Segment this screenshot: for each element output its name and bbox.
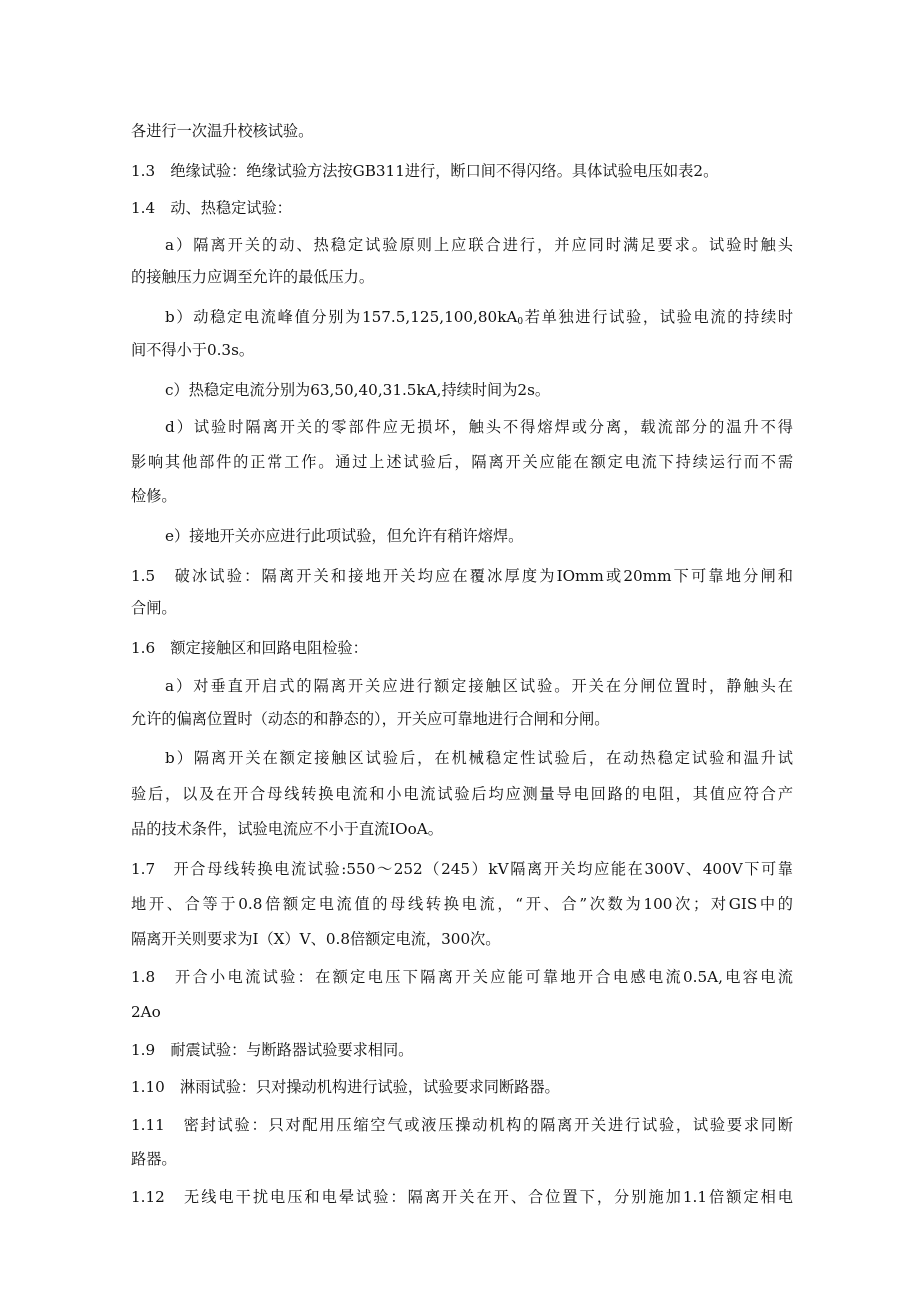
- paragraph-line: 1.9 耐震试验：与断路器试验要求相同。: [131, 1041, 414, 1059]
- paragraph-line: 地开、合等于0.8倍额定电流值的母线转换电流，“开、合”次数为100次；对GIS中的: [131, 895, 793, 913]
- paragraph-line: d）试验时隔离开关的零部件应无损坏，触头不得熔焊或分离，载流部分的温升不得: [165, 418, 793, 436]
- paragraph-line: 路器。: [131, 1150, 177, 1168]
- paragraph-line: 影响其他部件的正常工作。通过上述试验后，隔离开关应能在额定电流下持续运行而不需: [131, 453, 793, 471]
- paragraph-line: 的接触压力应调至允许的最低压力。: [131, 268, 374, 286]
- paragraph-line: 验后，以及在开合母线转换电流和小电流试验后均应测量导电回路的电阻，其值应符合产: [131, 785, 793, 803]
- paragraph-line: [165, 307, 793, 327]
- paragraph-line: 隔离开关则要求为I（X）V、0.8倍额定电流，300次。: [131, 930, 501, 948]
- paragraph-line: 1.12 无线电干扰电压和电晕试验：隔离开关在开、合位置下，分别施加1.1倍额定相电: [131, 1188, 793, 1206]
- paragraph-line: 间不得小于0.3s。: [131, 341, 255, 359]
- paragraph-line: e）接地开关亦应进行此项试验，但允许有稍许熔焊。: [165, 527, 524, 545]
- paragraph-line: 1.4 动、热稳定试验：: [131, 199, 292, 217]
- paragraph-line: b）隔离开关在额定接触区试验后，在机械稳定性试验后，在动热稳定试验和温升试: [165, 749, 793, 767]
- paragraph-line: c）热稳定电流分别为63,50,40,31.5kA,持续时间为2s。: [165, 381, 551, 399]
- paragraph-line: 1.6 额定接触区和回路电阻检验：: [131, 639, 368, 657]
- paragraph-line: 各进行一次温升校核试验。: [131, 122, 314, 140]
- paragraph-line: 1.10 淋雨试验：只对操动机构进行试验，试验要求同断路器。: [131, 1078, 560, 1096]
- line-text: b）动稳定电流峰值分别为157.5,125,100,80kA: [165, 308, 518, 326]
- paragraph-line: 1.7 开合母线转换电流试验:550～252（245）kV隔离开关均应能在300V、400V下可靠: [131, 860, 793, 878]
- paragraph-line: 1.5 破冰试验：隔离开关和接地开关均应在覆冰厚度为IOmm或20mm下可靠地分闸和: [131, 567, 793, 585]
- paragraph-line: a）隔离开关的动、热稳定试验原则上应联合进行，并应同时满足要求。试验时触头: [165, 236, 793, 254]
- paragraph-line: 1.11 密封试验：只对配用压缩空气或液压操动机构的隔离开关进行试验，试验要求同断: [131, 1116, 793, 1134]
- line-text: 若单独进行试验，试验电流的持续时: [523, 308, 793, 326]
- paragraph-line: 品的技术条件，试验电流应不小于直流IOoA。: [131, 820, 443, 838]
- paragraph-line: 2Ao: [131, 1003, 161, 1021]
- paragraph-line: a）对垂直开启式的隔离开关应进行额定接触区试验。开关在分闸位置时，静触头在: [165, 677, 793, 695]
- paragraph-line: 1.8 开合小电流试验：在额定电压下隔离开关应能可靠地开合电感电流0.5A,电容电流: [131, 968, 793, 986]
- paragraph-line: 检修。: [131, 487, 177, 505]
- paragraph-line: 合闸。: [131, 599, 177, 617]
- subscript: 0: [517, 317, 524, 327]
- paragraph-line: 1.3 绝缘试验：绝缘试验方法按GB311进行，断口间不得闪络。具体试验电压如表2。: [131, 162, 719, 180]
- paragraph-line: 允许的偏离位置时（动态的和静态的），开关应可靠地进行合闸和分闸。: [131, 710, 610, 728]
